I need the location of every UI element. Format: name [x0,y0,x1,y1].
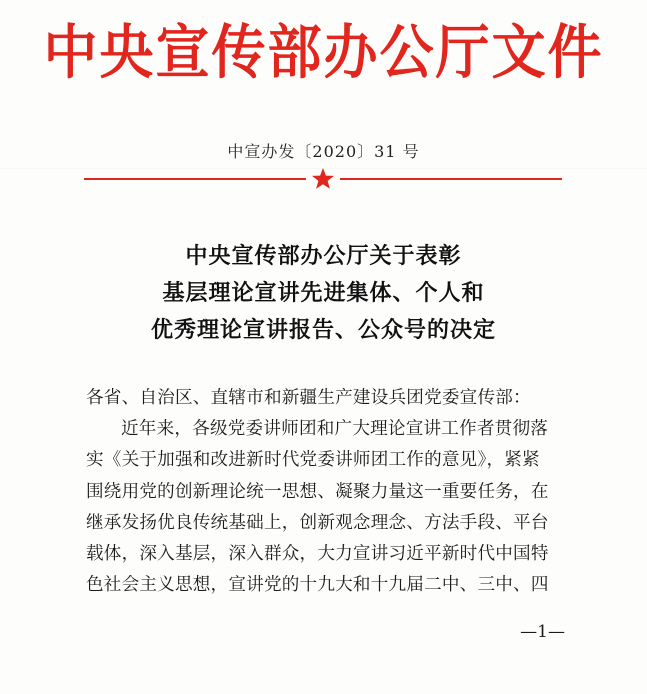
title-line: 优秀理论宣讲报告、公众号的决定 [150,317,496,343]
title-line: 基层理论宣讲先进集体、个人和 [162,280,485,306]
page-number: —1— [520,622,565,642]
body-line: 实《关于加强和改进新时代党委讲师团工作的意见》，紧紧 [86,450,540,471]
star-icon [311,167,335,191]
title-line: 中央宣传部办公厅关于表彰 [185,243,462,269]
red-divider [84,170,562,190]
body-line: 围绕用党的创新理论统一思想、凝聚力量这一重要任务，在 [86,481,549,502]
body-line: 色社会主义思想，宣讲党的十九大和十九届二中、三中、四 [86,575,549,596]
body-line: 继承发扬优良传统基础上，创新观念理念、方法手段、平台 [86,512,549,533]
body-line: 载体，深入基层，深入群众，大力宣讲习近平新时代中国特 [86,544,549,565]
divider-line-left [84,178,306,180]
document-number: 中宣办发〔2020〕31 号 [227,142,420,161]
divider-line-right [340,178,562,180]
salutation: 各省、自治区、直辖市和新疆生产建设兵团党委宣传部： [86,388,531,408]
body-line: 近年来，各级党委讲师团和广大理论宣讲工作者贯彻落 [121,419,549,440]
document-header-title: 中央宣传部办公厅文件 [43,17,604,87]
document-body [86,383,566,601]
decision-title [0,238,647,349]
